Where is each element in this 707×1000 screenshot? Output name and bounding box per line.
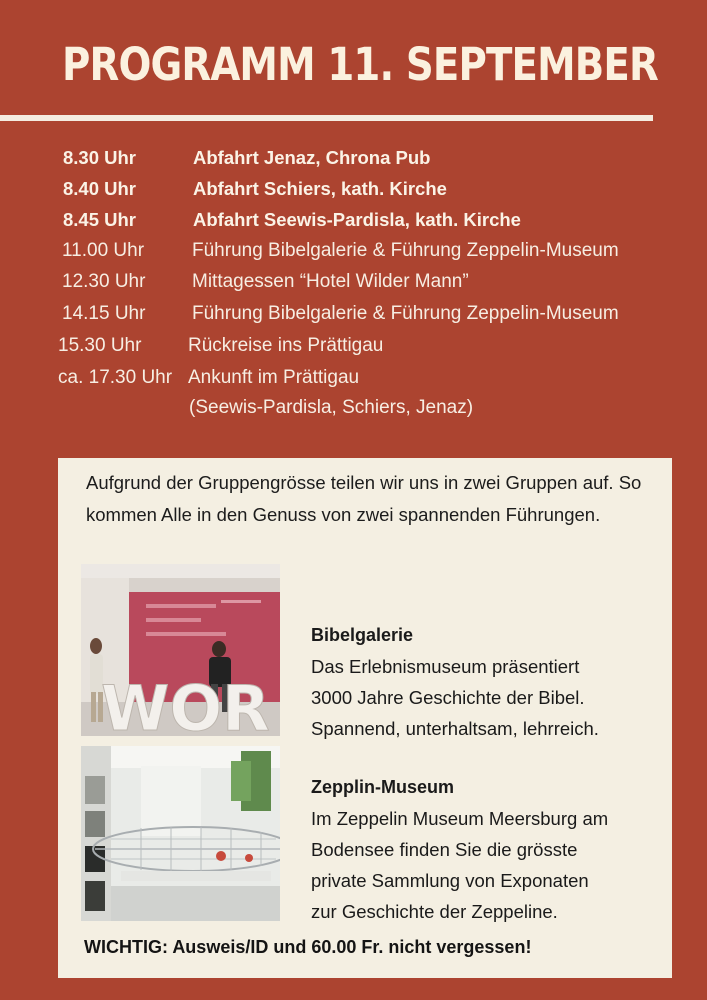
schedule-time: 8.30 Uhr [63,147,137,168]
schedule-time: 12.30 Uhr [62,271,146,292]
schedule-desc: Rückreise ins Prättigau [188,335,384,356]
schedule-time: 15.30 Uhr [58,335,142,356]
zeppelin-line: zur Geschichte der Zeppeline. [311,901,558,922]
zeppelin-info [311,772,661,927]
zeppelin-line: Bodensee finden Sie die grösste [311,839,578,860]
zeppelin-line: private Sammlung von Exponaten [311,870,589,891]
important-note: WICHTIG: Ausweis/ID und 60.00 Fr. nicht vergessen! [84,937,532,957]
schedule-time: ca. 17.30 Uhr [58,367,173,388]
schedule-desc: Abfahrt Seewis-Pardisla, kath. Kirche [193,209,521,230]
bibelgalerie-line: Das Erlebnismuseum präsentiert [311,656,580,677]
zeppelin-title: Zepplin-Museum [311,777,454,797]
zeppelin-photo [81,746,280,921]
schedule-desc: Abfahrt Jenaz, Chrona Pub [193,147,431,168]
schedule-time: 11.00 Uhr [62,240,145,261]
photo-letters: WOR [101,672,270,736]
schedule-desc: (Seewis-Pardisla, Schiers, Jenaz) [189,397,474,418]
schedule-desc: Mittagessen “Hotel Wilder Mann” [192,271,469,292]
bibelgalerie-line: Spannend, unterhaltsam, lehrreich. [311,718,599,739]
bibelgalerie-info [311,620,661,744]
bibelgalerie-title: Bibelgalerie [311,625,414,645]
schedule-desc: Führung Bibelgalerie & Führung Zeppelin-Museum [192,240,619,261]
bibelgalerie-photo [81,564,280,736]
zeppelin-line: Im Zeppelin Museum Meersburg am [311,808,609,829]
schedule-time: 14.15 Uhr [62,303,146,324]
intro-text: Aufgrund der Gruppengrösse teilen wir uns in zwei Gruppen auf. So kommen Alle in den Genuss von zwei spannenden Führungen. [86,472,642,525]
schedule-time: 8.45 Uhr [63,209,137,230]
schedule-time: 8.40 Uhr [63,178,137,199]
schedule-desc: Führung Bibelgalerie & Führung Zeppelin-Museum [192,303,619,324]
schedule-desc: Abfahrt Schiers, kath. Kirche [193,178,447,199]
title-divider [0,115,653,121]
info-card [58,458,672,978]
page-title: PROGRAMM 11. SEPTEMBER [62,38,658,91]
schedule-desc: Ankunft im Prättigau [188,367,360,388]
bibelgalerie-line: 3000 Jahre Geschichte der Bibel. [311,687,585,708]
